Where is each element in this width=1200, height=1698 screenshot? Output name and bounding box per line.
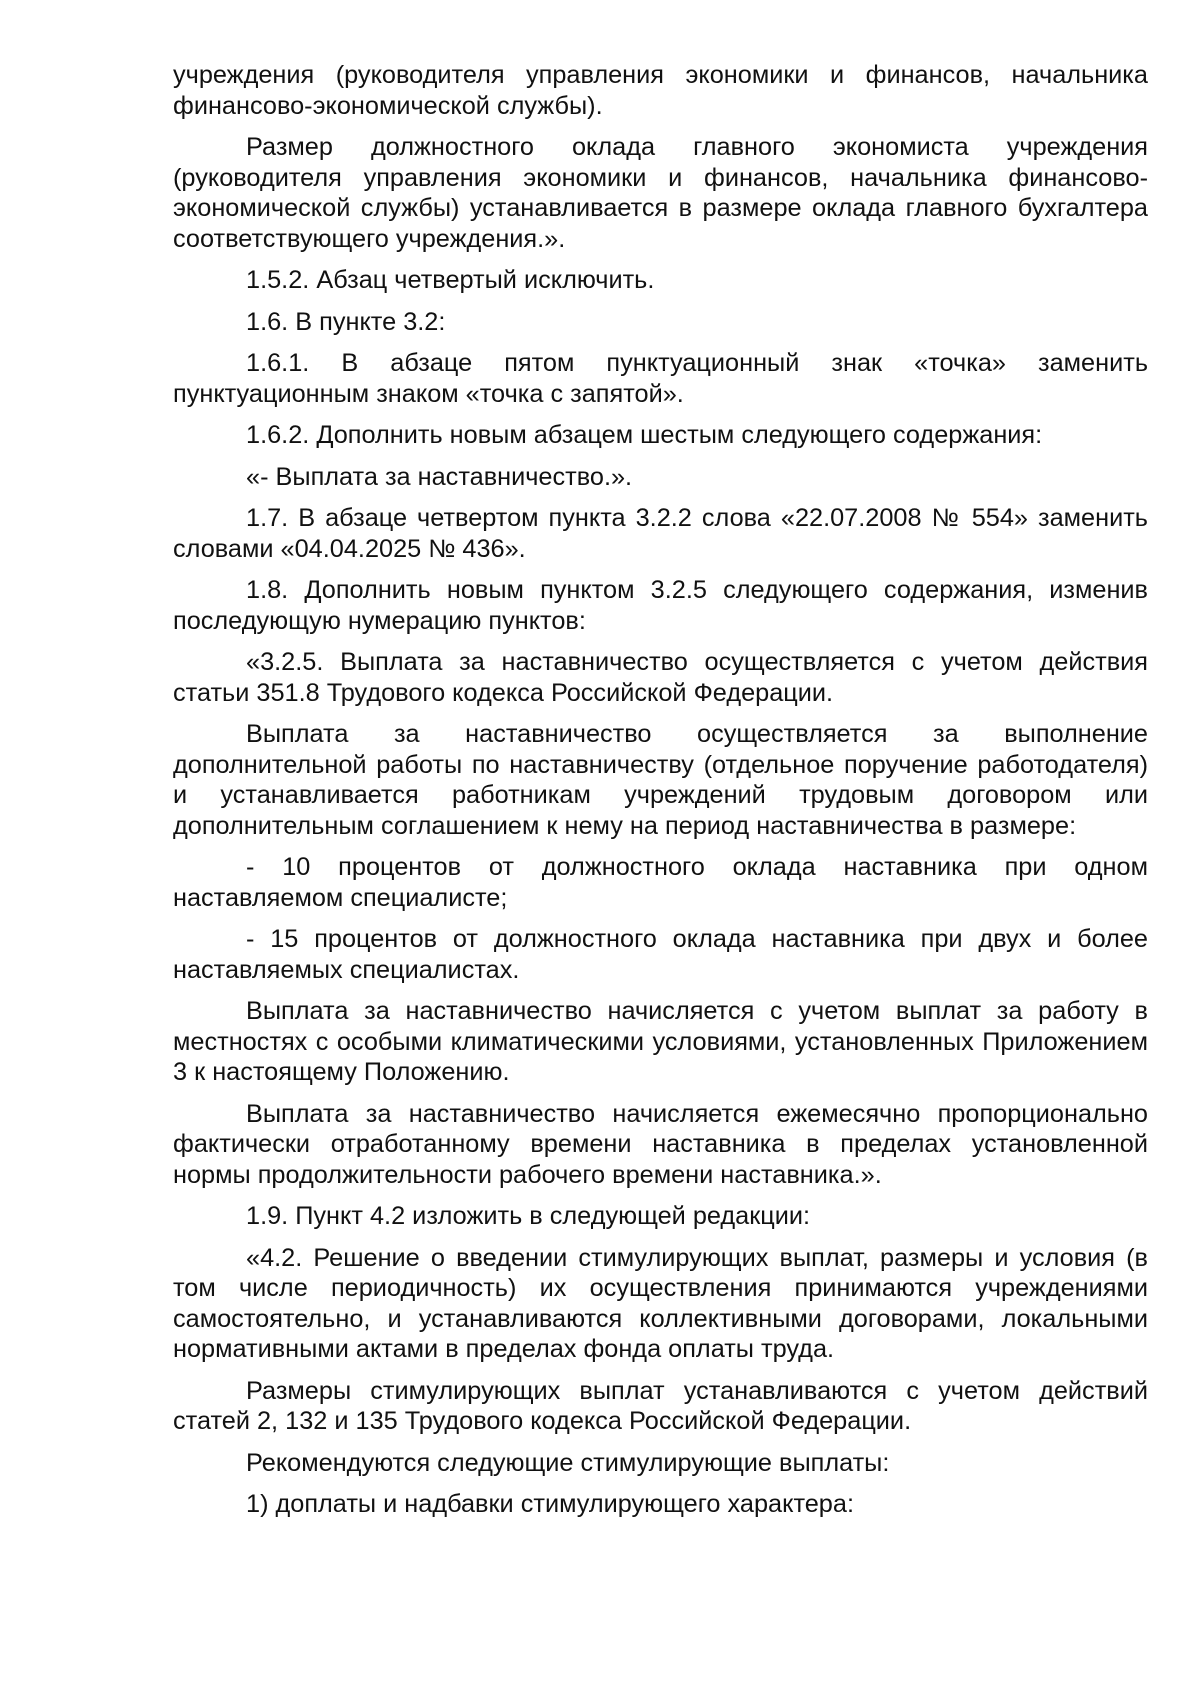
paragraph: «- Выплата за наставничество.».: [246, 462, 633, 491]
paragraph: - 15 процентов от должностного оклада наставника при двух и более наставляемых специалистах.: [173, 925, 1148, 984]
paragraph: «3.2.5. Выплата за наставничество осуществляется с учетом действия статьи 351.8 Трудового кодекса Российской Федерации.: [173, 648, 1148, 707]
paragraph: 1.8. Дополнить новым пунктом 3.2.5 следующего содержания, изменив последующую нумерацию пунктов:: [173, 576, 1148, 635]
document-page: [173, 60, 1148, 1531]
paragraph: Выплата за наставничество осуществляется за выполнение дополнительной работы по наставничеству (отдельное поручение работодателя) и устанавливается работникам учреждений трудовым договором или дополнительным соглашением к нему на период наставничества в размере:: [173, 720, 1148, 840]
paragraph: 1) доплаты и надбавки стимулирующего характера:: [246, 1490, 854, 1518]
paragraph: Выплата за наставничество начисляется ежемесячно пропорционально фактически отработанному времени наставника в пределах установленной нормы продолжительности рабочего времени наставника.».: [173, 1099, 1148, 1189]
paragraph: 1.5.2. Абзац четвертый исключить.: [246, 266, 655, 294]
paragraph: Рекомендуются следующие стимулирующие выплаты:: [246, 1448, 890, 1477]
paragraph: 1.6. В пункте 3.2:: [246, 307, 446, 336]
paragraph: 1.9. Пункт 4.2 изложить в следующей редакции:: [246, 1202, 811, 1230]
paragraph: «4.2. Решение о введении стимулирующих выплат, размеры и условия (в том числе периодичность) их осуществления принимаются учреждениями самостоятельно, и устанавливаются коллективными договорами, локальными нормативными актами в пределах фонда оплаты труда.: [173, 1243, 1148, 1363]
paragraph: Размеры стимулирующих выплат устанавливаются с учетом действий статей 2, 132 и 135 Трудового кодекса Российской Федерации.: [173, 1376, 1148, 1435]
paragraph: учреждения (руководителя управления экономики и финансов, начальника финансово-экономической службы).: [173, 61, 1148, 120]
paragraph: Выплата за наставничество начисляется с учетом выплат за работу в местностях с особыми климатическими условиями, установленных Приложением 3 к настоящему Положению.: [173, 997, 1148, 1086]
paragraph: 1.6.2. Дополнить новым абзацем шестым следующего содержания:: [246, 421, 1043, 449]
paragraph: Размер должностного оклада главного экономиста учреждения (руководителя управления экономики и финансов, начальника финансово-экономической службы) устанавливается в размере оклада главного бухгалтера соответствующего учреждения.».: [173, 133, 1148, 253]
paragraph: - 10 процентов от должностного оклада наставника при одном наставляемом специалисте;: [173, 853, 1148, 912]
paragraph: 1.7. В абзаце четвертом пункта 3.2.2 слова «22.07.2008 № 554» заменить словами «04.04.2025 № 436».: [173, 504, 1148, 563]
paragraph: 1.6.1. В абзаце пятом пунктуационный знак «точка» заменить пунктуационным знаком «точка с запятой».: [173, 349, 1148, 408]
